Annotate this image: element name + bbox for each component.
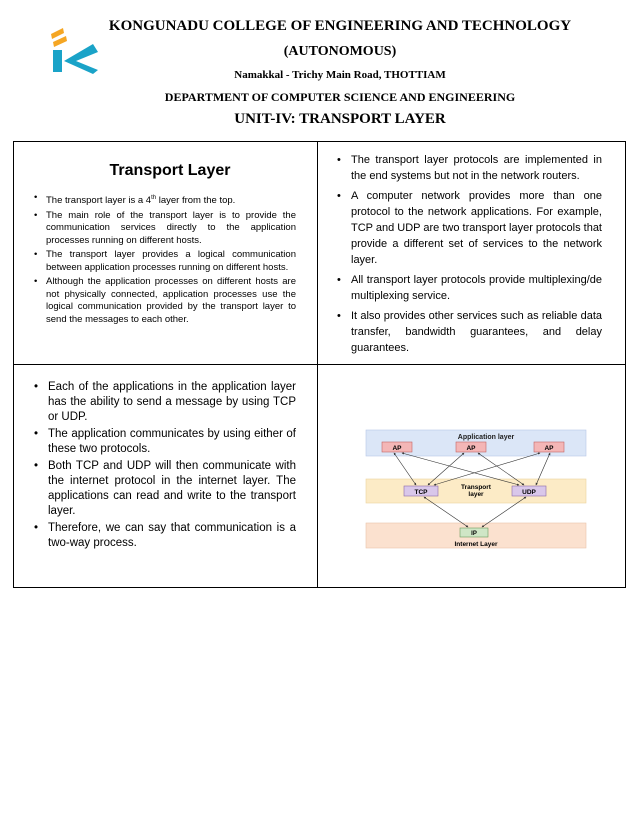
internet-layer-label: Internet Layer bbox=[454, 541, 498, 548]
slide-3-bullets bbox=[34, 380, 296, 551]
list-item: • The main role of the transport layer is to provide the communication services directly to the application processes running on different hosts. bbox=[34, 210, 296, 248]
transport-layer-diagram bbox=[364, 428, 588, 550]
list-item: • The application communicates by using either of these two protocols. bbox=[34, 427, 296, 457]
transport-layer-label-1: Transport bbox=[461, 484, 491, 491]
department-name: DEPARTMENT OF COMPUTER SCIENCE AND ENGINEERING bbox=[164, 90, 516, 104]
slide-2-bullets bbox=[337, 152, 602, 356]
list-item: • The transport layer protocols are implemented in the end systems but not in the network routers. bbox=[337, 152, 602, 184]
list-item: • It also provides other services such as reliable data transfer, bandwidth guarantees, and delay guarantees. bbox=[337, 308, 602, 356]
slide-1-title: Transport Layer bbox=[109, 162, 231, 179]
list-item: • A computer network provides more than one protocol to the network applications. For example, TCP and UDP are two transport layer protocols that provide a different set of services to the network layer. bbox=[337, 188, 602, 268]
ip-label: IP bbox=[471, 531, 477, 537]
slide-2 bbox=[337, 152, 602, 360]
transport-layer-label-2: layer bbox=[468, 491, 484, 498]
college-address: Namakkal - Trichy Main Road, THOTTIAM bbox=[234, 69, 446, 81]
list-item: • The transport layer provides a logical communication between application processes running on different hosts. bbox=[34, 249, 296, 274]
list-item: • Therefore, we can say that communication is a two-way process. bbox=[34, 521, 296, 551]
list-item: • Both TCP and UDP will then communicate with the internet protocol in the internet layer. The applications can read and write to the transport layer. bbox=[34, 459, 296, 519]
autonomous-label: (AUTONOMOUS) bbox=[283, 44, 397, 59]
list-item: • All transport layer protocols provide multiplexing/de multiplexing service. bbox=[337, 272, 602, 304]
slide-3 bbox=[34, 380, 296, 553]
list-item: • Each of the applications in the application layer has the ability to send a message by using TCP or UDP. bbox=[34, 380, 296, 425]
slide-1-bullets bbox=[34, 192, 296, 326]
ap-label-1: AP bbox=[392, 445, 402, 452]
grid-divider-horizontal bbox=[14, 364, 625, 365]
bullet-text: layer from the top. bbox=[156, 195, 236, 207]
application-layer-label: Application layer bbox=[457, 434, 515, 441]
ap-label-3: AP bbox=[544, 445, 554, 452]
college-name: KONGUNADU COLLEGE OF ENGINEERING AND TECHNOLOGY bbox=[108, 18, 572, 34]
list-item bbox=[34, 192, 296, 208]
list-item: • Although the application processes on different hosts are not physically connected, application processes use the logical communication provided by the transport layer to send the messages to each other. bbox=[34, 276, 296, 326]
unit-title: UNIT-IV: TRANSPORT LAYER bbox=[234, 111, 446, 127]
ap-label-2: AP bbox=[466, 445, 476, 452]
tcp-label: TCP bbox=[414, 489, 428, 496]
slide-1 bbox=[34, 162, 296, 328]
ordinal-suffix: th bbox=[151, 195, 157, 201]
udp-label: UDP bbox=[522, 489, 536, 496]
bullet-text: The transport layer is a 4 bbox=[46, 195, 152, 207]
